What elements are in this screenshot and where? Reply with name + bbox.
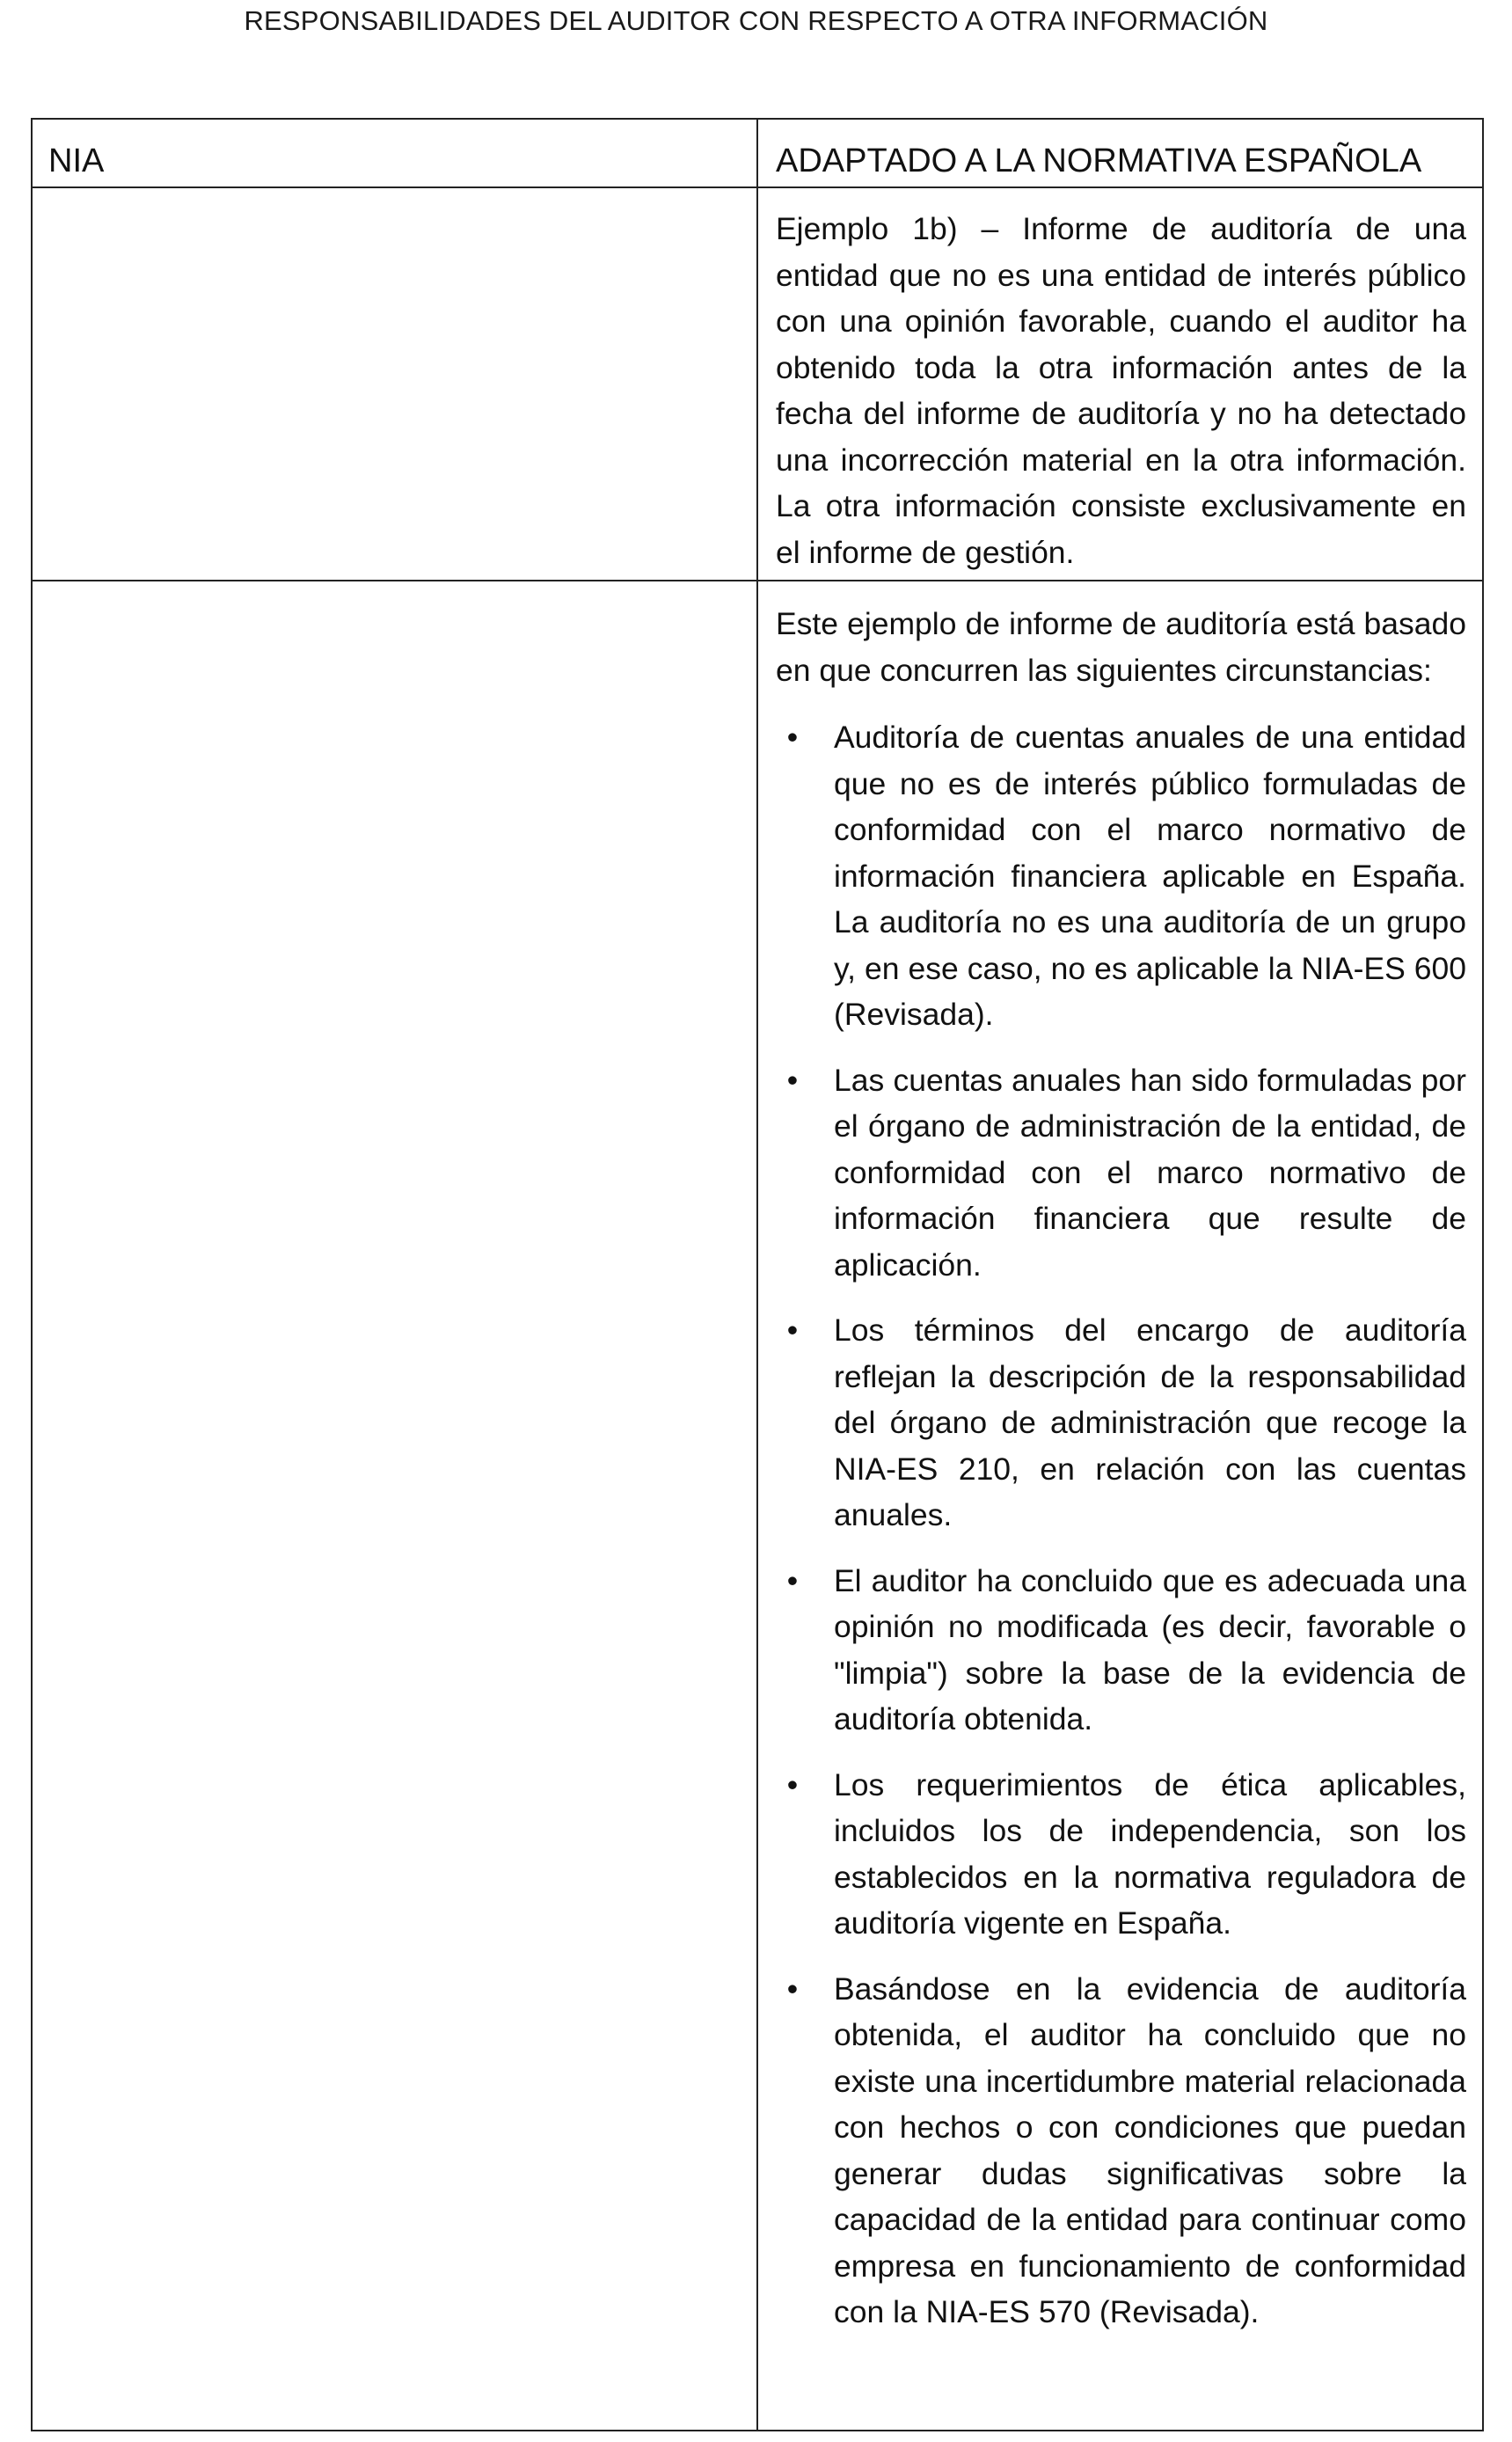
bullet-icon: •: [786, 1062, 799, 1098]
nia-header-cell: [32, 119, 757, 187]
list-item-text: Los requerimientos de ética aplicables, incluidos los de independencia, son los establecidos en la normativa reguladora de auditoría vigente en España.: [834, 1766, 1466, 1941]
list-item: [758, 1307, 1482, 1539]
list-item-text: Auditoría de cuentas anuales de una entidad que no es de interés público formuladas de conformidad con el marco normativo de información financiera aplicable en España. La auditoría no es una auditoría de un grupo y, en ese caso, no es aplicable la NIA-ES 600 (Revisada).: [834, 720, 1466, 1032]
spanish-column-header: ADAPTADO A LA NORMATIVA ESPAÑOLA: [776, 143, 1422, 179]
bullet-icon: •: [786, 1312, 799, 1348]
comparison-table: [31, 118, 1484, 2431]
example-title: Ejemplo 1b) – Informe de auditoría de una entidad que no es una entidad de interés público con una opinión favorable, cuando el auditor ha obtenido toda la otra información antes de la fecha del informe de auditoría y no ha detectado una incorrección material en la otra información. La otra información consiste exclusivamente en el informe de gestión.: [776, 211, 1466, 570]
nia-column-header: NIA: [48, 143, 105, 179]
nia-cell-empty-2: [32, 581, 757, 2431]
circumstances-intro: Este ejemplo de informe de auditoría está basado en que concurren las siguientes circunstancias:: [776, 606, 1466, 688]
bullet-icon: •: [786, 720, 799, 755]
circumstances-cell: [757, 581, 1483, 2431]
list-item: [758, 1966, 1482, 2336]
example-cell: [757, 187, 1483, 581]
circumstances-list: [758, 714, 1482, 2336]
table-row-circumstances: [32, 581, 1483, 2431]
bullet-icon: •: [786, 1766, 799, 1802]
list-item: [758, 1057, 1482, 1289]
page-header-title: RESPONSABILIDADES DEL AUDITOR CON RESPECTO A OTRA INFORMACIÓN: [244, 5, 1268, 36]
list-item-text: Las cuentas anuales han sido formuladas por el órgano de administración de la entidad, de conformidad con el marco normativo de información financiera que resulte de aplicación.: [834, 1062, 1466, 1283]
bullet-icon: •: [786, 1970, 799, 2007]
nia-cell-empty: [32, 187, 757, 581]
spanish-header-cell: [757, 119, 1483, 187]
list-item: [758, 1558, 1482, 1743]
table-row-example: [32, 187, 1483, 581]
table-header-row: [32, 119, 1483, 187]
list-item-text: El auditor ha concluido que es adecuada una opinión no modificada (es decir, favorable o "limpia") sobre la base de la evidencia de auditoría obtenida.: [834, 1562, 1466, 1736]
list-item: [758, 714, 1482, 1038]
list-item: [758, 1762, 1482, 1947]
list-item-text: Basándose en la evidencia de auditoría obtenida, el auditor ha concluido que no existe una incertidumbre material relacionada con hechos o con condiciones que puedan generar dudas significativas sobre la capacidad de la entidad para continuar como empresa en funcionamiento de conformidad con la NIA-ES 570 (Revisada).: [834, 1970, 1466, 2329]
list-item-text: Los términos del encargo de auditoría reflejan la descripción de la responsabilidad del órgano de administración que recoge la NIA-ES 210, en relación con las cuentas anuales.: [834, 1312, 1466, 1532]
bullet-icon: •: [786, 1562, 799, 1598]
